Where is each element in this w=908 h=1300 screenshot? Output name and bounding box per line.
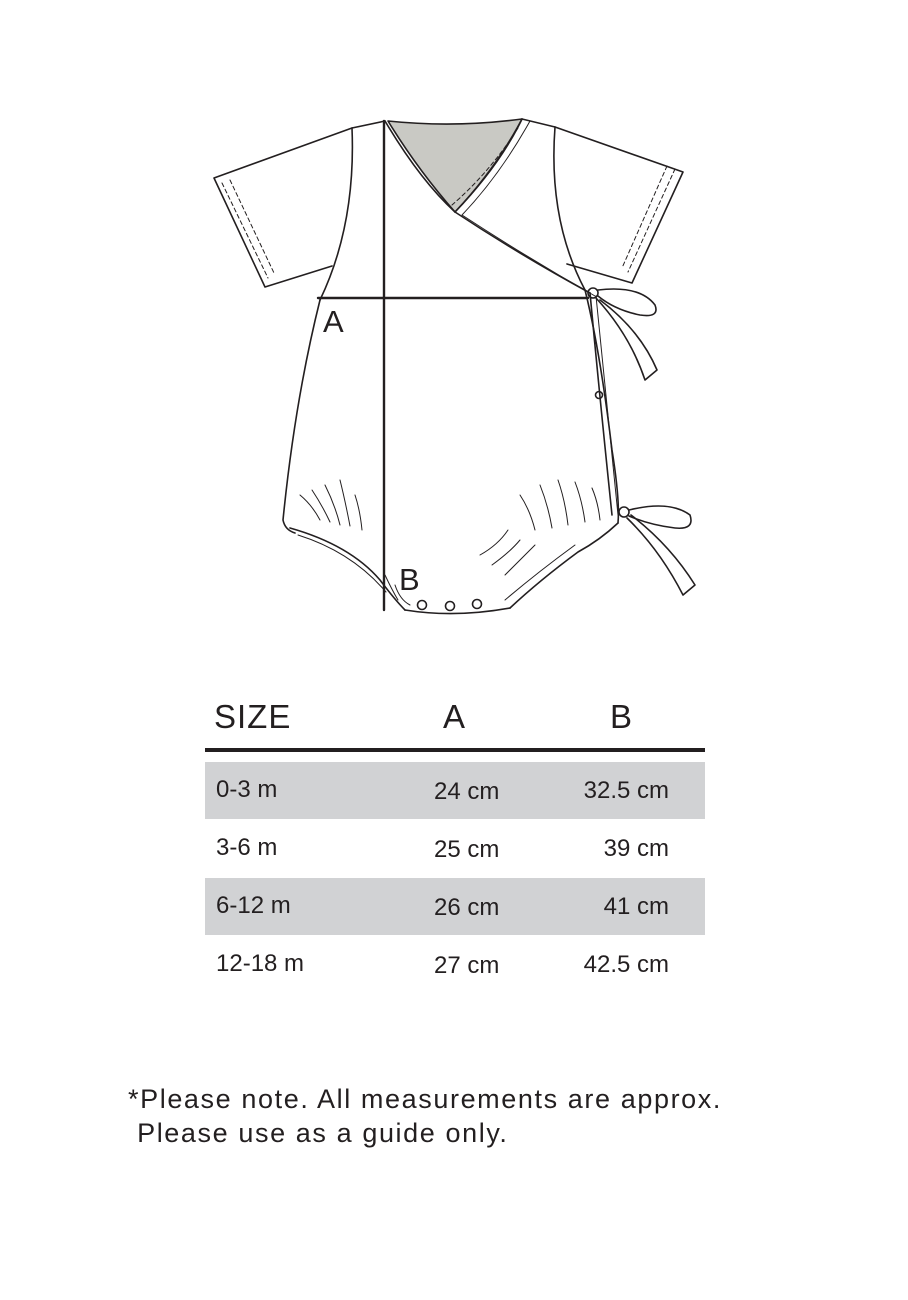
- left-sleeve: [214, 128, 352, 287]
- snap: [473, 600, 482, 609]
- body-left-side: [283, 300, 320, 533]
- cell-b: 39 cm: [603, 835, 669, 862]
- snap: [446, 602, 455, 611]
- cell-size: 6-12 m: [216, 892, 291, 919]
- measure-label-a: A: [323, 304, 344, 339]
- table-row: [205, 936, 705, 993]
- cell-b: 41 cm: [603, 893, 669, 920]
- snap: [418, 601, 427, 610]
- note-line-2: Please use as a guide only.: [128, 1118, 509, 1148]
- size-chart-table: [205, 690, 705, 994]
- right-sleeve: [555, 127, 683, 283]
- cell-size: 12-18 m: [216, 950, 305, 977]
- cell-b: 32.5 cm: [583, 777, 669, 804]
- cell-b: 42.5 cm: [583, 951, 669, 978]
- table-row: [205, 878, 705, 935]
- tie-lower: [629, 506, 691, 528]
- table-row: [205, 820, 705, 877]
- table-row: [205, 762, 705, 819]
- measure-label-b: B: [399, 562, 420, 597]
- cell-a: 25 cm: [434, 836, 500, 863]
- table-header: [205, 690, 705, 752]
- measurement-note: [128, 1082, 722, 1150]
- cell-a: 27 cm: [434, 952, 500, 979]
- cell-a: 24 cm: [434, 778, 500, 805]
- cell-size: 0-3 m: [216, 776, 278, 803]
- note-line-1: *Please note. All measurements are approx.: [128, 1084, 722, 1114]
- cell-a: 26 cm: [434, 894, 500, 921]
- header-a: A: [443, 698, 467, 735]
- tie-knot-lower: [619, 507, 629, 517]
- cell-size: 3-6 m: [216, 834, 278, 861]
- header-b: B: [610, 698, 634, 735]
- header-size: SIZE: [214, 698, 292, 735]
